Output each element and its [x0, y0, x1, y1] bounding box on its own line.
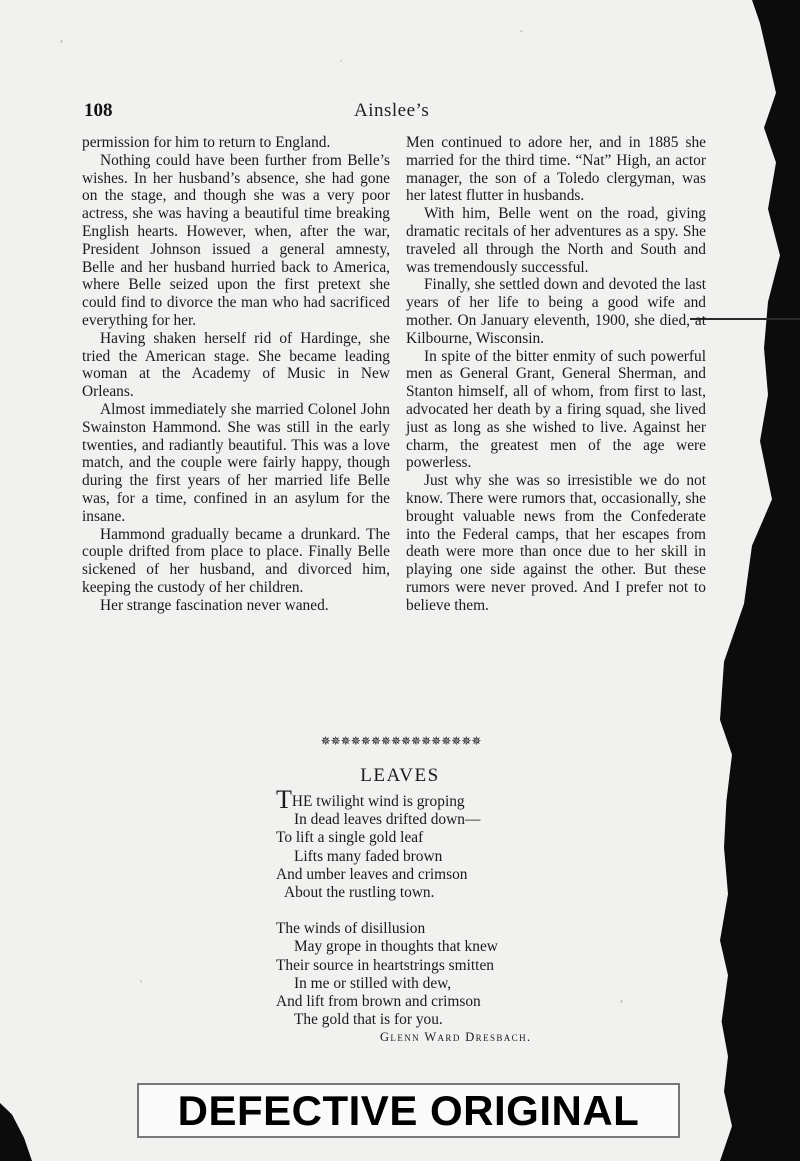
paragraph: permission for him to return to England.	[82, 134, 331, 151]
poem-author: Glenn Ward Dresbach.	[380, 1030, 532, 1044]
poem-line: To lift a single gold leaf	[276, 829, 424, 847]
paragraph: Men continued to adore her, and in 1885 she married for the third time. “Nat” High, an actor manager, the son of a Toledo clergyman, was her latest flutter in husbands.	[406, 134, 706, 205]
poem-line: In dead leaves drifted down—	[294, 811, 481, 829]
right-column	[406, 134, 706, 615]
running-title: Ainslee’s	[354, 100, 430, 121]
poem-line: And umber leaves and crimson	[276, 865, 468, 883]
paragraph: In spite of the bitter enmity of such powerful men as General Grant, General Sherman, and Stanton himself, all of whom, from first to last, advocated her death by a firing squad, she lived just as long as she wished to live. Against her charm, the greatest men of the age were powerless.	[406, 347, 706, 472]
page-header	[84, 100, 714, 130]
paragraph: Almost immediately she married Colonel John Swainston Hammond. She was still in the early twenties, and radiantly beautiful. This was a love match, and the couple were fairly happy, though during the first years of her married life Belle was, for a time, confined in an asylum for the insane.	[82, 400, 390, 525]
poem-line: In me or stilled with dew,	[294, 974, 452, 992]
poem-body	[276, 785, 596, 1029]
paragraph: With him, Belle went on the road, giving dramatic recitals of her adventures as a spy. She traveled all through the North and South and was tremendously successful.	[406, 205, 706, 276]
poem-title: LEAVES	[360, 765, 440, 786]
left-column	[82, 134, 390, 615]
paragraph: Her strange fascination never waned.	[100, 596, 329, 614]
poem-line: The winds of disillusion	[276, 920, 426, 938]
paragraph: Having shaken herself rid of Hardinge, she tried the American stage. She became leading woman at the Academy of Music in New Orleans.	[82, 329, 390, 401]
paragraph: Hammond gradually became a drunkard. The couple drifted from place to place. Finally Belle sickened of her husband, and divorced him, keeping the custody of her children.	[82, 525, 390, 596]
poem-line: About the rustling town.	[284, 884, 435, 902]
paragraph: Just why she was so irresistible we do not know. There were rumors that, occasionally, she brought valuable news from the Confederate into the Federal camps, that her escapes from death were more than once due to her skill in playing one side against the other. But these rumors were never proved. And I prefer not to believe them.	[406, 472, 706, 614]
poem-line: May grope in thoughts that knew	[294, 938, 498, 956]
defective-original-stamp: DEFECTIVE ORIGINAL	[137, 1083, 680, 1138]
page-number: 108	[84, 100, 113, 121]
paragraph: Nothing could have been further from Belle’s wishes. In her husband’s absence, she had gone on the stage, and though she was a very poor actress, she was having a beautiful time breaking English hearts. However, when, after the war, President Johnson issued a general amnesty, Belle and her husband hurried back to America, where Belle seized upon the first pretext she could find to divorce the man who had sacrificed everything for her.	[82, 151, 390, 329]
poem-line: Lifts many faded brown	[294, 847, 443, 865]
paragraph: Finally, she settled down and devoted the last years of her life to being a good wife and mother. On January eleventh, 1900, she died, at Kilbourne, Wisconsin.	[406, 276, 706, 347]
drop-cap: T	[276, 785, 292, 814]
poem-line: The gold that is for you.	[294, 1011, 443, 1029]
scan-streak	[690, 318, 800, 320]
poem-line: Their source in heartstrings smitten	[276, 956, 494, 974]
section-divider-ornament: ✵✵✵✵✵✵✵✵✵✵✵✵✵✵✵✵	[320, 734, 482, 748]
poem-line: And lift from brown and crimson	[276, 993, 481, 1011]
poem-line: THE twilight wind is groping	[276, 785, 465, 814]
